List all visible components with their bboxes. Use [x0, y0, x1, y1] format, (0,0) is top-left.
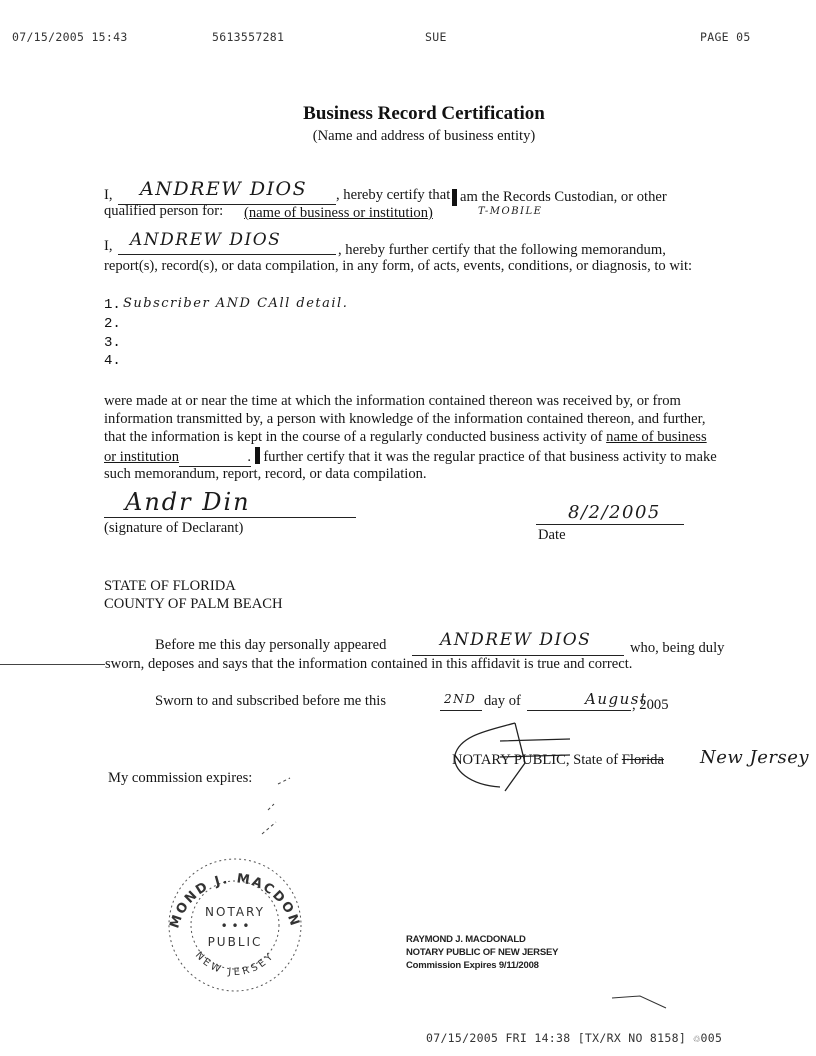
certify-line2: qualified person for: — [104, 203, 224, 219]
state-line: STATE OF FLORIDA — [104, 578, 236, 594]
seal-state: NEW JERSEY — [192, 949, 278, 979]
stamp-line3: Commission Expires 9/11/2008 — [406, 960, 539, 971]
seal-bottom: PUBLIC — [207, 935, 263, 949]
name-of-business: name of business — [606, 429, 707, 445]
dashed-rule — [0, 664, 105, 665]
declarant-signature: Andr Din — [125, 488, 251, 516]
business-label: (name of business or institution) — [244, 205, 433, 221]
signature-line — [104, 517, 356, 518]
redaction-mark — [452, 189, 457, 206]
further-name-line — [118, 254, 336, 255]
commission-label: My commission expires: — [108, 770, 253, 786]
seal-top: NOTARY — [205, 905, 265, 919]
notary-seal — [160, 850, 310, 1000]
county-line: COUNTY OF PALM BEACH — [104, 596, 283, 612]
item-4-num: 4. — [104, 353, 121, 369]
notary-state-handwritten: New Jersey — [700, 747, 810, 768]
pen-marks — [240, 770, 330, 850]
certify-name-handwritten: ANDREW DIOS — [140, 178, 308, 200]
month-line — [527, 710, 631, 711]
seal-graphic — [160, 850, 310, 1000]
stray-mark — [610, 992, 670, 1012]
sworn-year: , 2005 — [632, 697, 669, 713]
item-2-num: 2. — [104, 316, 121, 332]
certify-prefix: I, — [104, 187, 113, 203]
month-handwritten: August — [585, 690, 648, 708]
seal-name: MOND J. MACDON — [167, 871, 303, 931]
further-text1: , hereby further certify that the following memorandum, — [338, 242, 666, 258]
further-line2: report(s), record(s), or data compilation, in any form, of acts, events, conditions, or diagnosis, to wit: — [104, 258, 693, 274]
fax-page: PAGE 05 — [700, 30, 751, 44]
redaction-mark — [255, 447, 260, 464]
sworn-text-b: day of — [484, 693, 521, 709]
para-line3: that the information is kept in the course of a regularly conducted business activity of name of business — [104, 429, 707, 445]
stamp-line2: NOTARY PUBLIC OF NEW JERSEY — [406, 947, 559, 958]
svg-text:• • •: • • • — [220, 919, 250, 933]
before-text-b: who, being duly — [630, 640, 725, 656]
notary-public-text: NOTARY PUBLIC, State of Florida — [452, 752, 664, 768]
document-title: Business Record Certification — [303, 103, 545, 124]
appeared-name-handwritten: ANDREW DIOS — [440, 630, 592, 650]
day-handwritten: 2ND — [444, 692, 477, 706]
item-1-text: Subscriber AND CAll detail. — [123, 296, 349, 311]
stamp-line1: RAYMOND J. MACDONALD — [406, 934, 526, 945]
certify-text1: , hereby certify that — [336, 187, 451, 203]
certify-text2: am the Records Custodian, or other — [460, 189, 667, 205]
para-line5: such memorandum, report, record, or data compilation. — [104, 466, 427, 482]
fax-footer: 07/15/2005 FRI 14:38 [TX/RX NO 8158] ♲005 — [426, 1031, 723, 1045]
fax-datetime: 07/15/2005 15:43 — [12, 30, 128, 44]
before-text: Before me this day personally appeared — [155, 637, 387, 653]
date-handwritten: 8/2/2005 — [568, 502, 661, 523]
fax-phone: 5613557281 — [212, 30, 285, 44]
date-label: Date — [538, 527, 566, 543]
sworn-text: Sworn to and subscribed before me this — [155, 693, 387, 709]
date-line — [536, 524, 684, 525]
fax-sender: SUE — [425, 30, 447, 44]
day-line — [440, 710, 482, 711]
para-line1: were made at or near the time at which the information contained thereon was received by, or from — [104, 393, 681, 409]
document-subtitle: (Name and address of business entity) — [312, 128, 536, 144]
further-prefix: I, — [104, 238, 113, 254]
item-3-num: 3. — [104, 335, 121, 351]
para-line4: or institution . further certify that it was the regular practice of that business activity to make — [104, 449, 717, 465]
signature-label: (signature of Declarant) — [104, 520, 244, 536]
para-line2: information transmitted by, a person with knowledge of the information contained thereon, and further, — [104, 411, 706, 427]
further-name-handwritten: ANDREW DIOS — [130, 230, 282, 250]
svg-text:NEW JERSEY — [193, 950, 277, 978]
before-line2: sworn, deposes and says that the information contained in this affidavit is true and correct. — [105, 656, 633, 672]
business-handwritten: T-MOBILE — [478, 206, 543, 217]
item-1-num: 1. — [104, 297, 121, 313]
